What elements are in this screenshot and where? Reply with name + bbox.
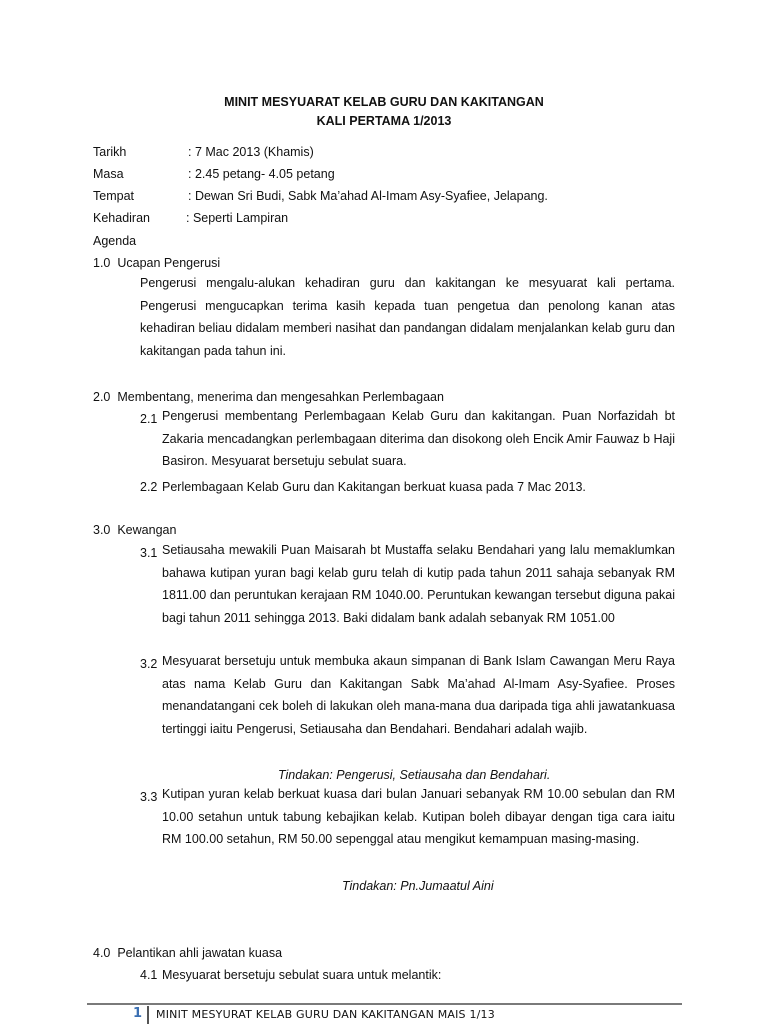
section-number: 4.0	[93, 946, 111, 960]
document-title	[0, 93, 768, 131]
item-4-1-number: 4.1	[140, 968, 158, 982]
section-1-paragraph: Pengerusi mengalu-alukan kehadiran guru dan kakitangan ke mesyuarat kali pertama. Pengerusi mengucapkan terima kasih kepada tuan pengetua dan penolong kanan atas kehadiran beliau didalam memberi nasihat dan pandangan didalam menjalankan kelab guru dan kakitangan pada tahun ini.	[140, 276, 675, 358]
meta-value: : 7 Mac 2013 (Khamis)	[188, 145, 314, 159]
item-3-1-text: Setiausaha mewakili Puan Maisarah bt Mustaffa selaku Bendahari yang lalu memaklumkan bahawa kutipan yuran bagi kelab guru telah di kutip pada tahun 2011 sahaja sebanyak RM 1811.00 dan peruntukan kerajaan RM 1040.00. Peruntukan kewangan tersebut diguna pakai bagi tahun 2011 sehingga 2013. Baki didalam bank adalah sebanyak RM 1051.00	[162, 543, 675, 625]
section-1-heading	[93, 255, 220, 271]
item-2-1-text: Pengerusi membentang Perlembagaan Kelab Guru dan kakitangan. Puan Norfazidah bt Zakaria mencadangkan perlembagaan diterima dan disokong oleh Encik Amir Fauwaz b Haji Basiron. Mesyuarat bersetuju sebulat suara.	[162, 409, 675, 469]
item-3-3-number: 3.3	[140, 790, 158, 804]
item-3-2-action: Tindakan: Pengerusi, Setiausaha dan Bendahari.	[278, 768, 551, 782]
item-3-3-text: Kutipan yuran kelab berkuat kuasa dari bulan Januari sebanyak RM 10.00 sebulan dan RM 10.00 setahun untuk tabung kebajikan kelab. Kutipan boleh dibayar dengan tiga cara iaitu RM 100.00 setahun, RM 50.00 sepenggal atau mengikut kemampuan masing-masing.	[162, 787, 675, 847]
item-2-2-number: 2.2	[140, 480, 158, 494]
section-3-heading	[93, 522, 176, 538]
section-title: Kewangan	[117, 523, 177, 537]
item-3-2-number: 3.2	[140, 657, 158, 671]
meta-key: Masa	[93, 167, 124, 181]
footer-separator	[147, 1006, 149, 1024]
item-3-2-text: Mesyuarat bersetuju untuk membuka akaun simpanan di Bank Islam Cawangan Meru Raya atas nama Kelab Guru dan Kakitangan Sabk Ma’ahad Al-Imam Asy-Syafiee. Proses menandatangani cek boleh di lakukan oleh mana-mana dua daripada tiga ahli jawatankuasa tertinggi iaitu Pengerusi, Setiausaha dan Bendahari. Bendahari adalah wajib.	[162, 654, 675, 736]
meta-key: Tarikh	[93, 145, 127, 159]
section-title: Pelantikan ahli jawatan kuasa	[117, 946, 283, 960]
meta-value: : Dewan Sri Budi, Sabk Ma’ahad Al-Imam Asy-Syafiee, Jelapang.	[188, 189, 548, 203]
section-title: Ucapan Pengerusi	[117, 256, 221, 270]
section-4-heading	[93, 945, 282, 961]
item-3-3-action: Tindakan: Pn.Jumaatul Aini	[342, 879, 494, 893]
meta-value: : Seperti Lampiran	[186, 211, 289, 225]
footer-text: MINIT MESYURAT KELAB GURU DAN KAKITANGAN MAIS 1/13	[156, 1008, 495, 1021]
section-number: 1.0	[93, 256, 111, 270]
item-2-2-text: Perlembagaan Kelab Guru dan Kakitangan berkuat kuasa pada 7 Mac 2013.	[162, 480, 586, 494]
section-number: 2.0	[93, 390, 111, 404]
meta-key: Tempat	[93, 189, 134, 203]
title-line-2: KALI PERTAMA 1/2013	[316, 114, 452, 128]
footer-page-number: 1	[133, 1006, 143, 1021]
agenda-label: Agenda	[93, 234, 137, 248]
meta-key: Kehadiran	[93, 211, 150, 225]
meta-value: : 2.45 petang- 4.05 petang	[188, 167, 335, 181]
section-2-heading	[93, 389, 444, 405]
section-number: 3.0	[93, 523, 111, 537]
section-title: Membentang, menerima dan mengesahkan Perlembagaan	[117, 390, 444, 404]
footer-divider	[87, 1003, 682, 1005]
title-line-1: MINIT MESYUARAT KELAB GURU DAN KAKITANGAN	[224, 95, 544, 109]
item-2-1-number: 2.1	[140, 412, 158, 426]
item-3-1-number: 3.1	[140, 546, 158, 560]
item-4-1-text: Mesyuarat bersetuju sebulat suara untuk melantik:	[162, 968, 442, 982]
